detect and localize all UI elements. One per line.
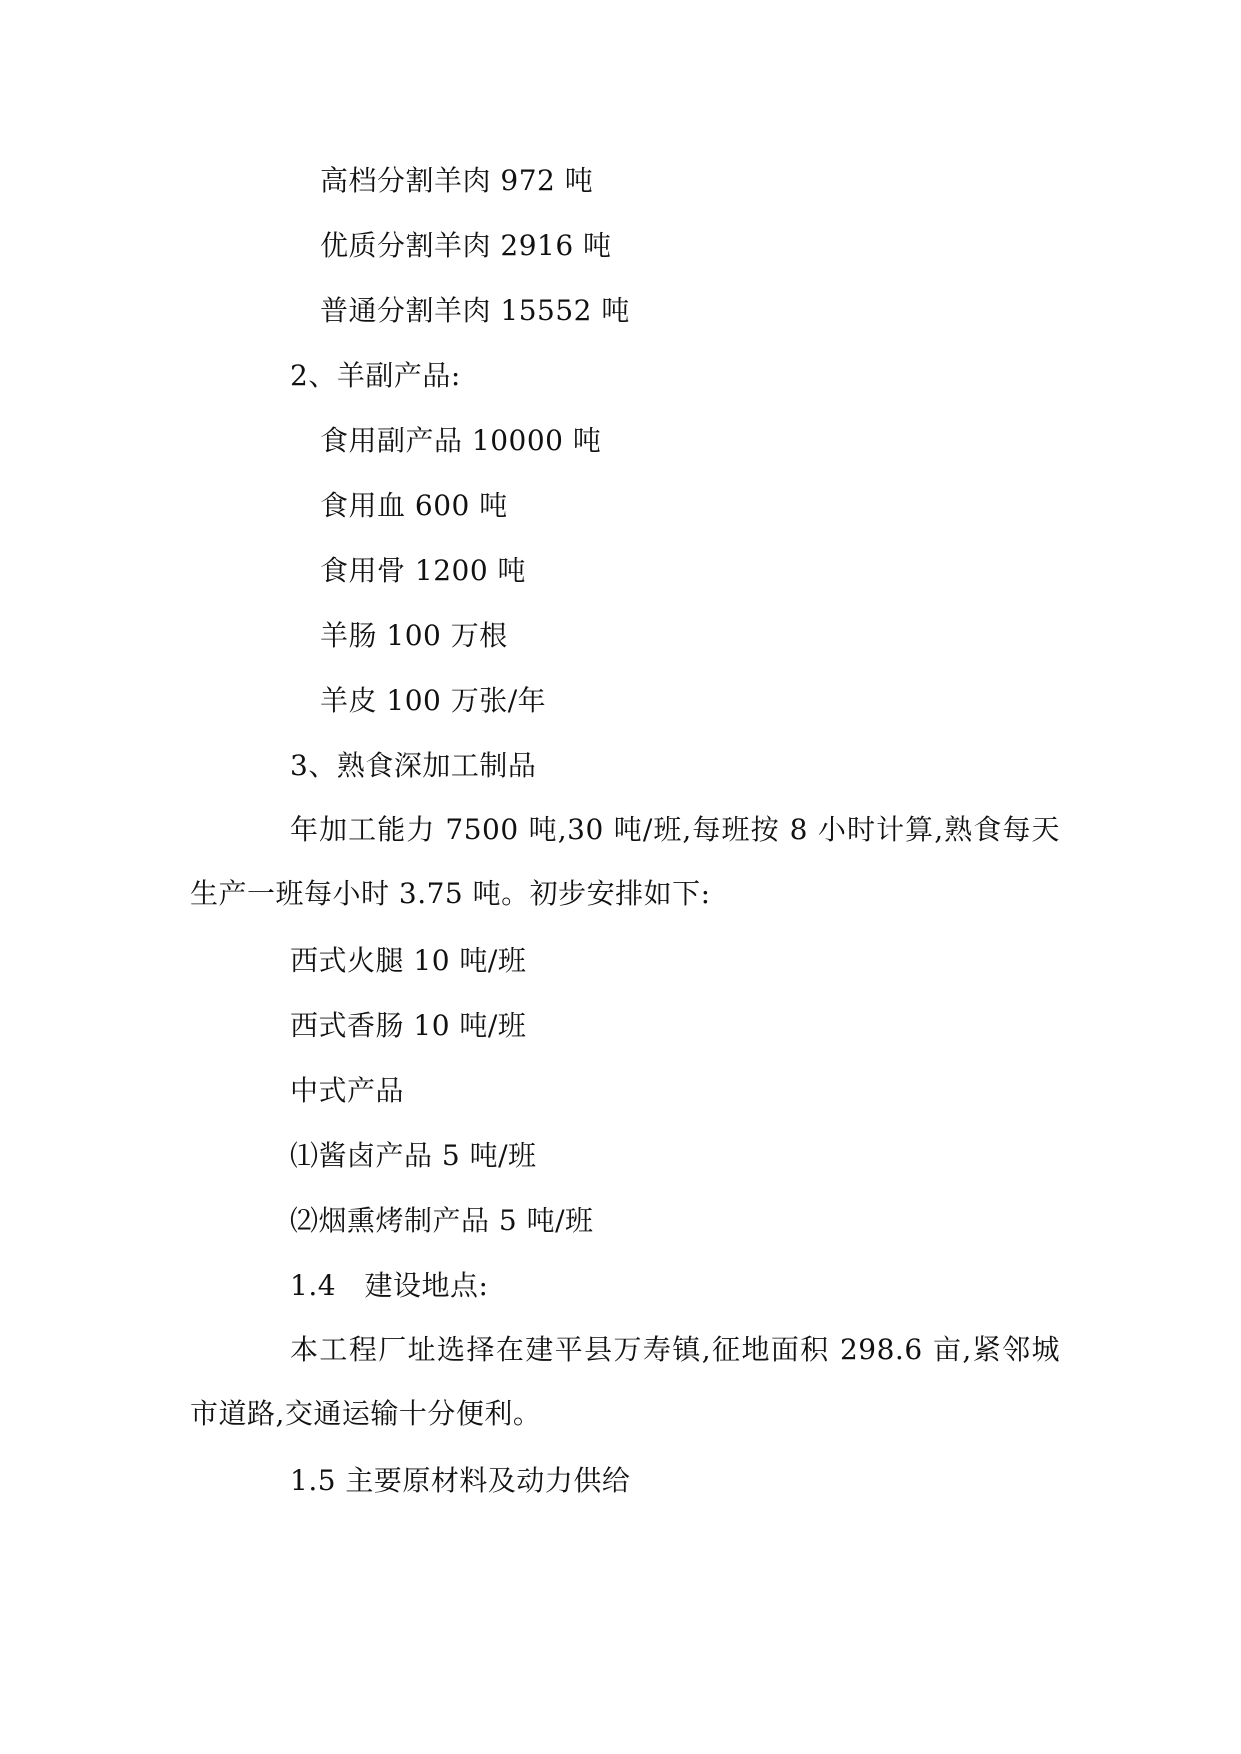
list-item-edible-blood: 食用血 600 吨 [320,489,508,522]
section-heading-byproducts: 2、羊副产品: [290,359,461,392]
list-item-western-ham: 西式火腿 10 吨/班 [290,944,527,977]
list-item-sheepskin: 羊皮 100 万张/年 [320,684,547,717]
section-heading-location: 1.4 建设地点: [290,1269,489,1302]
list-item-casings: 羊肠 100 万根 [320,619,508,652]
list-item-edible-bone: 食用骨 1200 吨 [320,554,527,587]
section-heading-materials: 1.5 主要原材料及动力供给 [290,1464,631,1497]
list-item-chinese-products: 中式产品 [290,1074,405,1107]
list-item-regular-mutton: 普通分割羊肉 15552 吨 [320,294,630,327]
list-item-braised-products: ⑴酱卤产品 5 吨/班 [290,1139,537,1172]
section-heading-cooked-food: 3、熟食深加工制品 [290,749,537,782]
list-item-smoked-products: ⑵烟熏烤制产品 5 吨/班 [290,1204,594,1237]
list-item-edible-byproducts: 食用副产品 10000 吨 [320,424,602,457]
paragraph-capacity: 年加工能力 7500 吨,30 吨/班,每班按 8 小时计算,熟食每天生产一班每小时 3.75 吨。初步安排如下: [190,813,1060,910]
paragraph-location: 本工程厂址选择在建平县万寿镇,征地面积 298.6 亩,紧邻城市道路,交通运输十分便利。 [190,1333,1060,1430]
list-item-premium-mutton: 高档分割羊肉 972 吨 [320,164,594,197]
list-item-western-sausage: 西式香肠 10 吨/班 [290,1009,527,1042]
list-item-quality-mutton: 优质分割羊肉 2916 吨 [320,229,612,262]
